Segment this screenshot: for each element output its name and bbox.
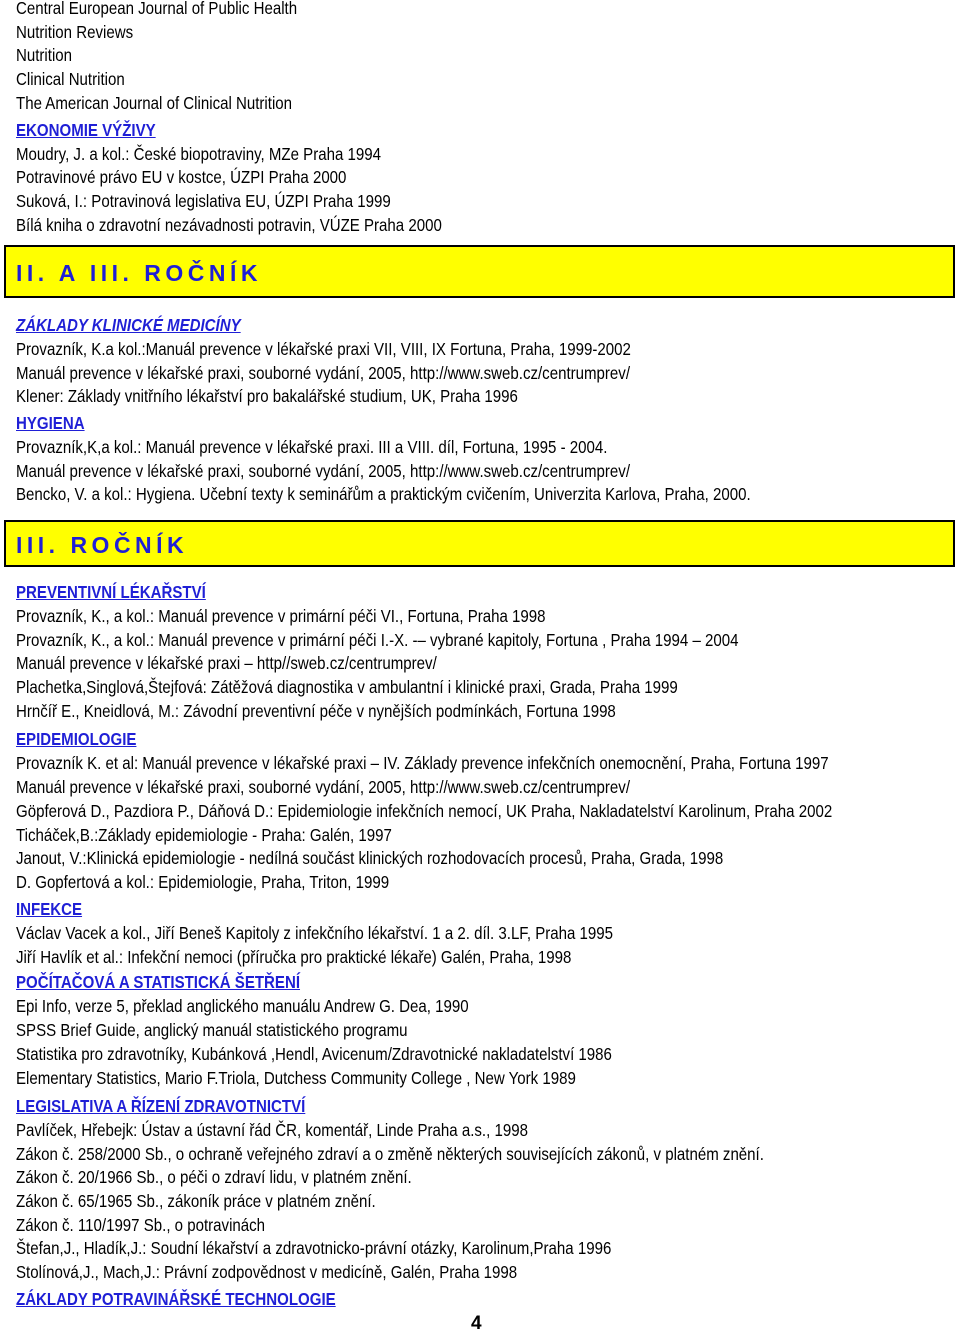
section-heading-ekonomie: EKONOMIE VÝŽIVY bbox=[16, 120, 156, 140]
reference-line: Zákon č. 65/1965 Sb., zákoník práce v platném znění. bbox=[16, 1191, 376, 1211]
reference-line: Nutrition bbox=[16, 45, 73, 65]
reference-line: Nutrition Reviews bbox=[16, 22, 134, 42]
section-heading-legislativa: LEGISLATIVA A ŘÍZENÍ ZDRAVOTNICTVÍ bbox=[16, 1096, 306, 1116]
reference-line: Klener: Základy vnitřního lékařství pro bakalářské studium, UK, Praha 1996 bbox=[16, 386, 518, 406]
reference-line: Epi Info, verze 5, překlad anglického manuálu Andrew G. Dea, 1990 bbox=[16, 996, 469, 1016]
reference-line: Bílá kniha o zdravotní nezávadnosti potravin, VÚZE Praha 2000 bbox=[16, 215, 442, 235]
reference-line: Pavlíček, Hřebejk: Ústav a ústavní řád ČR, komentář, Linde Praha a.s., 1998 bbox=[16, 1120, 528, 1140]
reference-line: Statistika pro zdravotníky, Kubánková ,Hendl, Avicenum/Zdravotnické nakladatelství 1986 bbox=[16, 1044, 612, 1064]
section-heading-preventivni-lekarstvi: PREVENTIVNÍ LÉKAŘSTVÍ bbox=[16, 582, 206, 602]
reference-line: Provazník, K., a kol.: Manuál prevence v primární péči VI., Fortuna, Praha 1998 bbox=[16, 606, 546, 626]
reference-line: Ticháček,B.:Základy epidemiologie - Praha: Galén, 1997 bbox=[16, 825, 392, 845]
reference-line: Bencko, V. a kol.: Hygiena. Učební texty k seminářům a praktickým cvičením, Univerzita Karlova, Praha, 2000. bbox=[16, 484, 751, 504]
year-banner-title: III. ROČNÍK bbox=[16, 532, 189, 558]
reference-line: Zákon č. 258/2000 Sb., o ochraně veřejného zdraví a o změně některých souvisejících zákonů, v platném znění. bbox=[16, 1144, 764, 1164]
reference-line: Zákon č. 110/1997 Sb., o potravinách bbox=[16, 1215, 266, 1235]
year-banner-iii bbox=[4, 520, 955, 567]
reference-line: Stolínová,J., Mach,J.: Právní zodpovědnost v medicíně, Galén, Praha 1998 bbox=[16, 1262, 518, 1282]
reference-line: Manuál prevence v lékařské praxi – http//sweb.cz/centrumprev/ bbox=[16, 653, 437, 673]
reference-line: Janout, V.:Klinická epidemiologie - nedílná součást klinických rozhodovacích procesů, Praha, Grada, 1998 bbox=[16, 848, 724, 868]
reference-line: Štefan,J., Hladík,J.: Soudní lékařství a zdravotnicko-právní otázky, Karolinum,Praha 1996 bbox=[16, 1238, 612, 1258]
reference-line: Hrnčíř E., Kneidlová, M.: Závodní preventivní péče v nynějších podmínkách, Fortuna 1998 bbox=[16, 701, 616, 721]
section-heading-epidemiologie: EPIDEMIOLOGIE bbox=[16, 729, 137, 749]
reference-line: Manuál prevence v lékařské praxi, souborné vydání, 2005, http://www.sweb.cz/centrumprev/ bbox=[16, 363, 631, 383]
reference-line: Provazník,K,a kol.: Manuál prevence v lékařské praxi. III a VIII. díl, Fortuna, 1995 - 2004. bbox=[16, 437, 608, 457]
reference-line: Jiří Havlík et al.: Infekční nemoci (příručka pro praktické lékaře) Galén, Praha, 1998 bbox=[16, 947, 572, 967]
reference-line: Zákon č. 20/1966 Sb., o péči o zdraví lidu, v platném znění. bbox=[16, 1167, 412, 1187]
reference-line: Potravinové právo EU v kostce, ÚZPI Praha 2000 bbox=[16, 167, 347, 187]
reference-line: Provazník, K.a kol.:Manuál prevence v lékařské praxi VII, VIII, IX Fortuna, Praha, 1999-2002 bbox=[16, 339, 631, 359]
reference-line: Provazník K. et al: Manuál prevence v lékařské praxi – IV. Základy prevence infekčních onemocnění, Praha, Fortuna 1997 bbox=[16, 753, 829, 773]
section-heading-zaklady-potravinarske-technologie: ZÁKLADY POTRAVINÁŘSKÉ TECHNOLOGIE bbox=[16, 1289, 336, 1309]
section-heading-pocitacova-a-statisticka-setreni: POČÍTAČOVÁ A STATISTICKÁ ŠETŘENÍ bbox=[16, 972, 301, 992]
section-heading-infekce: INFEKCE bbox=[16, 899, 83, 919]
reference-line: Moudry, J. a kol.: České biopotraviny, MZe Praha 1994 bbox=[16, 144, 382, 164]
reference-line: Suková, I.: Potravinová legislativa EU, ÚZPI Praha 1999 bbox=[16, 191, 391, 211]
reference-line: The American Journal of Clinical Nutrition bbox=[16, 93, 293, 113]
reference-line: Central European Journal of Public Health bbox=[16, 0, 298, 18]
year-banner-ii-iii bbox=[4, 245, 955, 298]
reference-line: Clinical Nutrition bbox=[16, 69, 125, 89]
section-heading-hygiena: HYGIENA bbox=[16, 413, 85, 433]
reference-line: Elementary Statistics, Mario F.Triola, Dutchess Community College , New York 1989 bbox=[16, 1068, 576, 1088]
reference-line: Václav Vacek a kol., Jiří Beneš Kapitoly z infekčního lékařství. 1 a 2. díl. 3.LF, Praha 1995 bbox=[16, 923, 614, 943]
reference-line: Plachetka,Singlová,Štejfová: Zátěžová diagnostika v ambulantní i klinické praxi, Grada, Praha 1999 bbox=[16, 677, 678, 697]
reference-line: Manuál prevence v lékařské praxi, souborné vydání, 2005, http://www.sweb.cz/centrumprev/ bbox=[16, 777, 631, 797]
section-heading-zaklady-klinicke-mediciny: ZÁKLADY KLINICKÉ MEDICÍNY bbox=[16, 315, 241, 335]
reference-line: SPSS Brief Guide, anglický manuál statistického programu bbox=[16, 1020, 408, 1040]
reference-line: Provazník, K., a kol.: Manuál prevence v primární péči I.-X. -– vybrané kapitoly, Fortuna , Praha 1994 – 2004 bbox=[16, 630, 739, 650]
reference-line: Göpferová D., Pazdiora P., Dáňová D.: Epidemiologie infekčních nemocí, UK Praha, Nakladatelství Karolinum, Praha 2002 bbox=[16, 801, 833, 821]
year-banner-title: II. A III. ROČNÍK bbox=[16, 260, 263, 286]
reference-line: D. Gopfertová a kol.: Epidemiologie, Praha, Triton, 1999 bbox=[16, 872, 390, 892]
page-number: 4 bbox=[471, 1313, 482, 1334]
reference-line: Manuál prevence v lékařské praxi, souborné vydání, 2005, http://www.sweb.cz/centrumprev/ bbox=[16, 461, 631, 481]
